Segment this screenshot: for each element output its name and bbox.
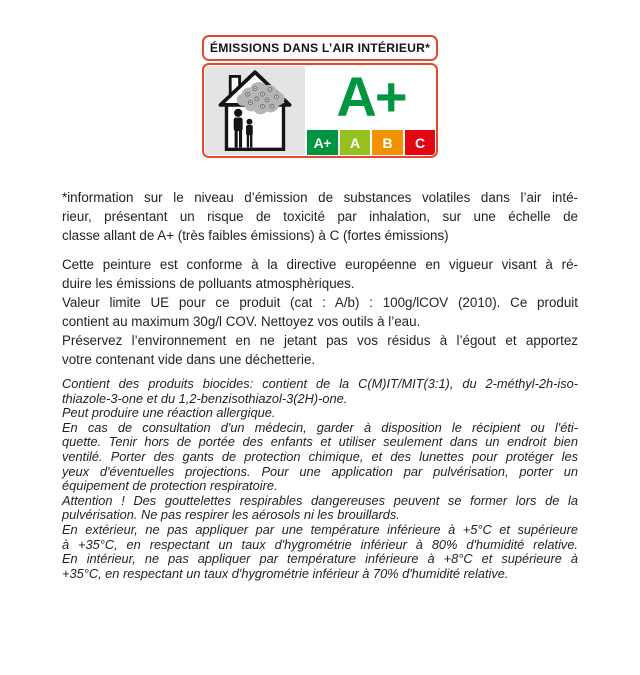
- text-line: Contient des produits biocides: contient de la C(M)IT/MIT(3:1), du 2-méthyl-2h-iso-: [62, 376, 578, 391]
- paragraph: [62, 293, 578, 331]
- text-line: contient au maximum 30g/l COV. Nettoyez vos outils à l’eau.: [62, 314, 421, 329]
- paint-label-page: [0, 35, 640, 675]
- paragraph: [62, 552, 578, 581]
- text-line: classe allant de A+ (très faibles émissions) à C (fortes émissions): [62, 228, 449, 243]
- text-line: +35°C, en respectant un taux d'hygrométrie inférieur à 70% d'humidité relative.: [62, 565, 509, 581]
- text-line: Préservez l’environnement en ne jetant pas vos résidus à l’égout et apportez: [62, 333, 578, 348]
- grade-area: [307, 66, 435, 155]
- text-line: En intérieur, ne pas appliquer par température inférieure à +8°C et supérieure à: [62, 551, 578, 567]
- paragraph: [62, 188, 578, 245]
- regulatory-text: [62, 188, 578, 581]
- label-body: [202, 63, 438, 158]
- paragraph: [62, 523, 578, 552]
- text-line: rieur, présentant un risque de toxicité par inhalation, sur une échelle de: [62, 209, 578, 224]
- grade-value: A+: [336, 65, 406, 128]
- text-line: yeux d'éventuelles projections. Pour une application par pulvérisation, porter un: [62, 463, 578, 479]
- text-line: quette. Tenir hors de portée des enfants et utiliser seulement dans un endroit bien: [62, 434, 578, 450]
- text-line: duire les émissions de polluants atmosphèriques.: [62, 276, 355, 291]
- house-pictogram-panel: [205, 66, 305, 155]
- text-line: Cette peinture est conforme à la directive européenne en vigueur visant à ré-: [62, 257, 578, 272]
- text-line: *information sur le niveau d’émission de substances volatiles dans l’air inté-: [62, 190, 578, 205]
- text-line: ventilé. Porter des gants de protection chimique, et des lunettes pour protéger les: [62, 448, 578, 464]
- scale-cell-A+: A+: [307, 130, 338, 155]
- grade-scale: [307, 130, 435, 155]
- label-title: ÉMISSIONS DANS L’AIR INTÉRIEUR*: [202, 35, 438, 61]
- paragraph: [62, 494, 578, 523]
- air-emissions-label: [202, 35, 438, 158]
- text-line: votre contenant vide dans une déchetterie.: [62, 352, 316, 367]
- text-line: pulvérisation. Ne pas respirer les aérosols ni les brouillards.: [62, 507, 400, 523]
- text-line: Peut produire une réaction allergique.: [62, 405, 276, 421]
- text-line: thiazole-3-one et du 1,2-benzisothiazol-3(2H)-one.: [62, 390, 348, 406]
- paragraph: [62, 421, 578, 494]
- paragraph: [62, 255, 578, 293]
- scale-cell-C: C: [405, 130, 436, 155]
- paragraph: [62, 331, 578, 369]
- scale-cell-B: B: [372, 130, 403, 155]
- paragraph: [62, 406, 578, 421]
- house-icon: [207, 68, 303, 154]
- paragraph: [62, 377, 578, 406]
- text-line: à +35°C, en respectant un taux d'hygrométrie inférieur à 80% d'humidité relative.: [62, 536, 578, 552]
- text-line: En extérieur, ne pas appliquer par une température inférieure à +5°C et supérieure: [62, 521, 578, 537]
- text-line: En cas de consultation d'un médecin, garder à disposition le récipient ou l'éti-: [62, 419, 578, 435]
- text-line: Valeur limite UE pour ce produit (cat : A/b) : 100g/lCOV (2010). Ce produit: [62, 295, 578, 310]
- scale-cell-A: A: [340, 130, 371, 155]
- text-line: Attention ! Des gouttelettes respirables dangereuses peuvent se former lors de la: [62, 492, 578, 508]
- text-line: équipement de protection respiratoire.: [62, 478, 278, 494]
